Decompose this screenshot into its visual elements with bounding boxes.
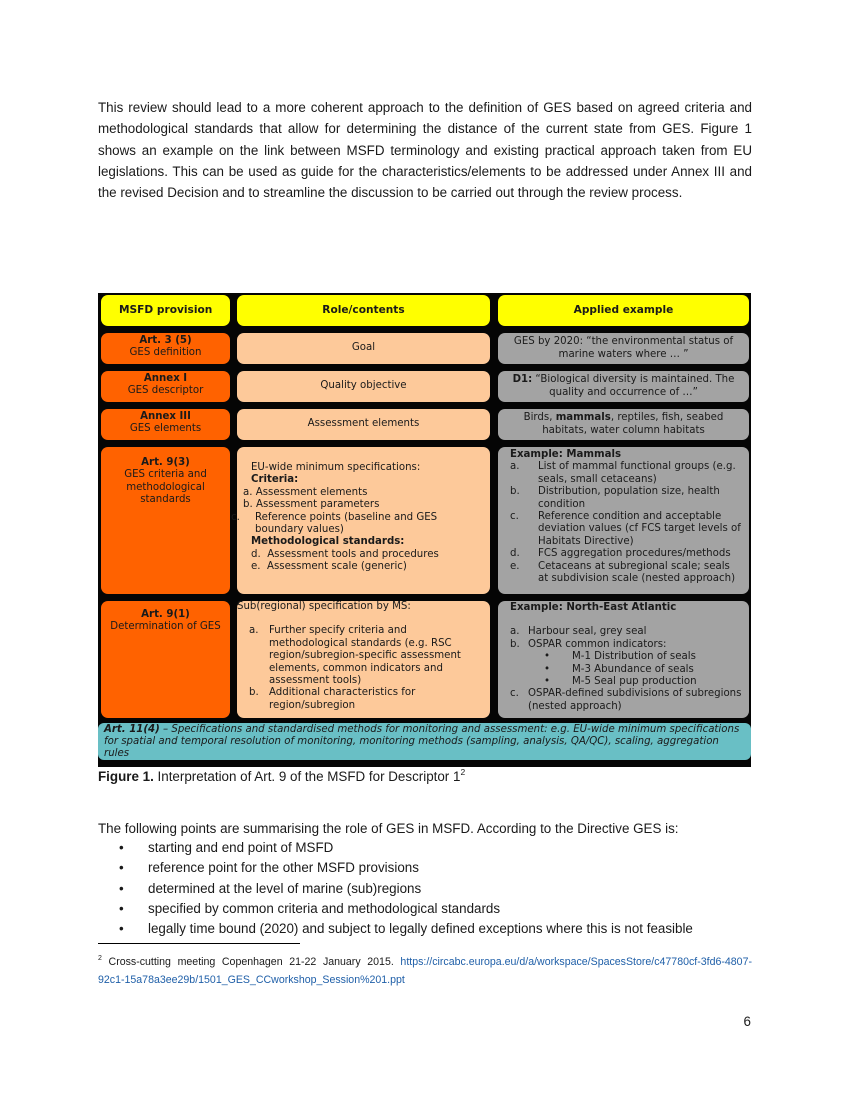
provision-subtitle: Determination of GES	[110, 621, 221, 633]
example-d1-label: D1:	[512, 374, 533, 386]
list-item: c. OSPAR-defined subdivisions of subregions (nested approach)	[510, 688, 742, 712]
header-role-contents: Role/contents	[237, 295, 490, 326]
provision-annex-i	[101, 371, 230, 402]
indicator-list	[528, 651, 743, 688]
methods-list	[251, 549, 482, 574]
provision-title: Annex III	[140, 411, 191, 422]
footnote-reference[interactable]: 2	[460, 767, 466, 777]
example-north-east-atlantic	[498, 601, 749, 718]
role-eu-minimum-specifications	[231, 447, 490, 594]
provision-subtitle: GES definition	[129, 347, 202, 359]
list-item: e. Assessment scale (generic)	[251, 561, 407, 573]
provision-art-9-3	[101, 447, 230, 594]
list-item: • starting and end point of MSFD	[119, 838, 693, 858]
list-item: • M-3 Abundance of seals	[544, 663, 694, 675]
footnote-divider	[98, 943, 300, 944]
provision-subtitle: GES elements	[129, 423, 202, 435]
bullet-icon: •	[119, 921, 124, 937]
provision-subtitle: GES criteria and methodological standards	[124, 469, 207, 506]
art-11-4-banner	[98, 723, 751, 760]
bullet-icon: •	[119, 880, 124, 896]
example-mammals	[498, 447, 749, 594]
intro-paragraph: This review should lead to a more coherent approach to the definition of GES based on agreed criteria and methodological standards that allow for determining the distance of the current state from GES. Figure 1 shows an example on the link between MSFD terminology and existing practical approach taken from EU legislations. This can be used as guide for the characteristics/elements to be addressed under Annex III and the revised Decision and to streamline the discussion to be carried out through the review process.	[98, 100, 752, 201]
list-item: • M-5 Seal pup production	[544, 676, 697, 688]
provision-art-3-5	[101, 333, 230, 364]
example-elements	[498, 409, 749, 440]
footnote-mark: 2	[98, 955, 102, 962]
role-quality-objective: Quality objective	[237, 371, 490, 402]
list-item: b. Distribution, population size, health condition	[510, 486, 720, 510]
list-item: b. Assessment parameters	[243, 499, 380, 511]
criteria-list	[231, 487, 482, 537]
example-ges-2020: GES by 2020: “the environmental status of marine waters where … ”	[498, 333, 749, 364]
figure-caption	[98, 767, 465, 784]
list-item: c. Reference points (baseline and GES boundary values)	[231, 511, 438, 536]
example-elements-pre: Birds,	[523, 412, 556, 424]
header-applied-example: Applied example	[498, 295, 749, 326]
criteria-label: Criteria:	[251, 474, 299, 486]
provision-title: Art. 9(3)	[141, 457, 190, 468]
provision-subtitle: GES descriptor	[127, 385, 204, 397]
header-msfd-provision: MSFD provision	[101, 295, 230, 326]
example-elements-post: , reptiles, fish, seabed habitats, water column habitats	[542, 412, 724, 436]
page-number: 6	[743, 1014, 751, 1029]
role-intro: EU-wide minimum specifications:	[251, 462, 421, 473]
example-nea-list	[510, 626, 743, 713]
list-item: a. Assessment elements	[243, 486, 368, 498]
list-item: • reference point for the other MSFD provisions	[119, 858, 693, 878]
list-item: d. FCS aggregation procedures/methods	[510, 548, 731, 560]
bullet-icon: •	[119, 900, 124, 916]
caption-text: Interpretation of Art. 9 of the MSFD for Descriptor 1	[153, 769, 461, 784]
lead-paragraph: The following points are summarising the role of GES in MSFD. According to the Directive GES is:	[98, 821, 679, 836]
methods-label: Methodological standards:	[251, 536, 405, 548]
example-title: Example: Mammals	[510, 449, 622, 460]
list-item: b. Additional characteristics for region/subregion	[249, 687, 416, 711]
list-item: • determined at the level of marine (sub)regions	[119, 879, 693, 899]
footnote-text: Cross-cutting meeting Copenhagen 21-22 January 2015.	[101, 956, 401, 968]
example-elements-bold: mammals	[555, 412, 611, 424]
provision-title: Art. 9(1)	[141, 609, 190, 620]
caption-label: Figure 1.	[98, 769, 154, 784]
figure-1-diagram	[98, 293, 751, 767]
example-title: Example: North-East Atlantic	[510, 602, 677, 613]
list-item: a. Further specify criteria and methodological standards (e.g. RSC region/subregion-specific assessment elements, common indicators and assessment tools)	[249, 625, 461, 687]
art-11-4-text: – Specifications and standardised methods for monitoring and assessment: e.g. EU-wide minimum specifications for spatial and temporal resolution of monitoring, monitoring methods (sampling, analysis, QA/QC), scaling, aggregation rules	[104, 724, 740, 759]
list-item: b. OSPAR common indicators: • M-1 Distribution of seals • M-3 Abundance of seals • M-5 Seal pup production	[510, 639, 743, 689]
role-goal: Goal	[237, 333, 490, 364]
list-item: d. Assessment tools and procedures	[251, 548, 439, 560]
list-item: a. List of mammal functional groups (e.g. seals, small cetaceans)	[510, 461, 736, 485]
bullet-icon: •	[119, 860, 124, 876]
list-item: c. Reference condition and acceptable deviation values (cf FCS target levels of Habitats Directive)	[510, 511, 741, 547]
role-subregional-list	[237, 625, 482, 712]
list-item: e. Cetaceans at subregional scale; seals at subdivision scale (nested approach)	[510, 560, 736, 585]
provision-annex-iii	[101, 409, 230, 440]
provision-title: Annex I	[143, 373, 188, 384]
ges-role-list	[119, 838, 693, 939]
list-item: • specified by common criteria and methodological standards	[119, 899, 693, 919]
example-d1-text: “Biological diversity is maintained. The quality and occurrence of …”	[532, 374, 735, 398]
provision-art-9-1	[101, 601, 230, 718]
role-assessment-elements: Assessment elements	[237, 409, 490, 440]
footnote	[98, 950, 752, 989]
art-11-4-title: Art. 11(4)	[104, 724, 160, 735]
role-subregional-specification	[237, 601, 490, 718]
provision-title: Art. 3 (5)	[139, 335, 192, 346]
list-item: a. Harbour seal, grey seal	[510, 626, 647, 638]
example-d1	[498, 371, 749, 402]
example-mammals-list	[510, 461, 743, 585]
list-item: • legally time bound (2020) and subject to legally defined exceptions where this is not feasible	[119, 919, 693, 939]
bullet-icon: •	[119, 840, 124, 855]
footnote-link[interactable]: https://circabc.europa.eu/d/a/workspace/SpacesStore/c47780cf-3fd6-4807-92c1-15a78a3ee29b/1501_GES_CCworkshop_Session%201.ppt	[98, 956, 752, 986]
role-intro: Sub(regional) specification by MS:	[237, 601, 411, 612]
list-item: • M-1 Distribution of seals	[544, 651, 696, 663]
